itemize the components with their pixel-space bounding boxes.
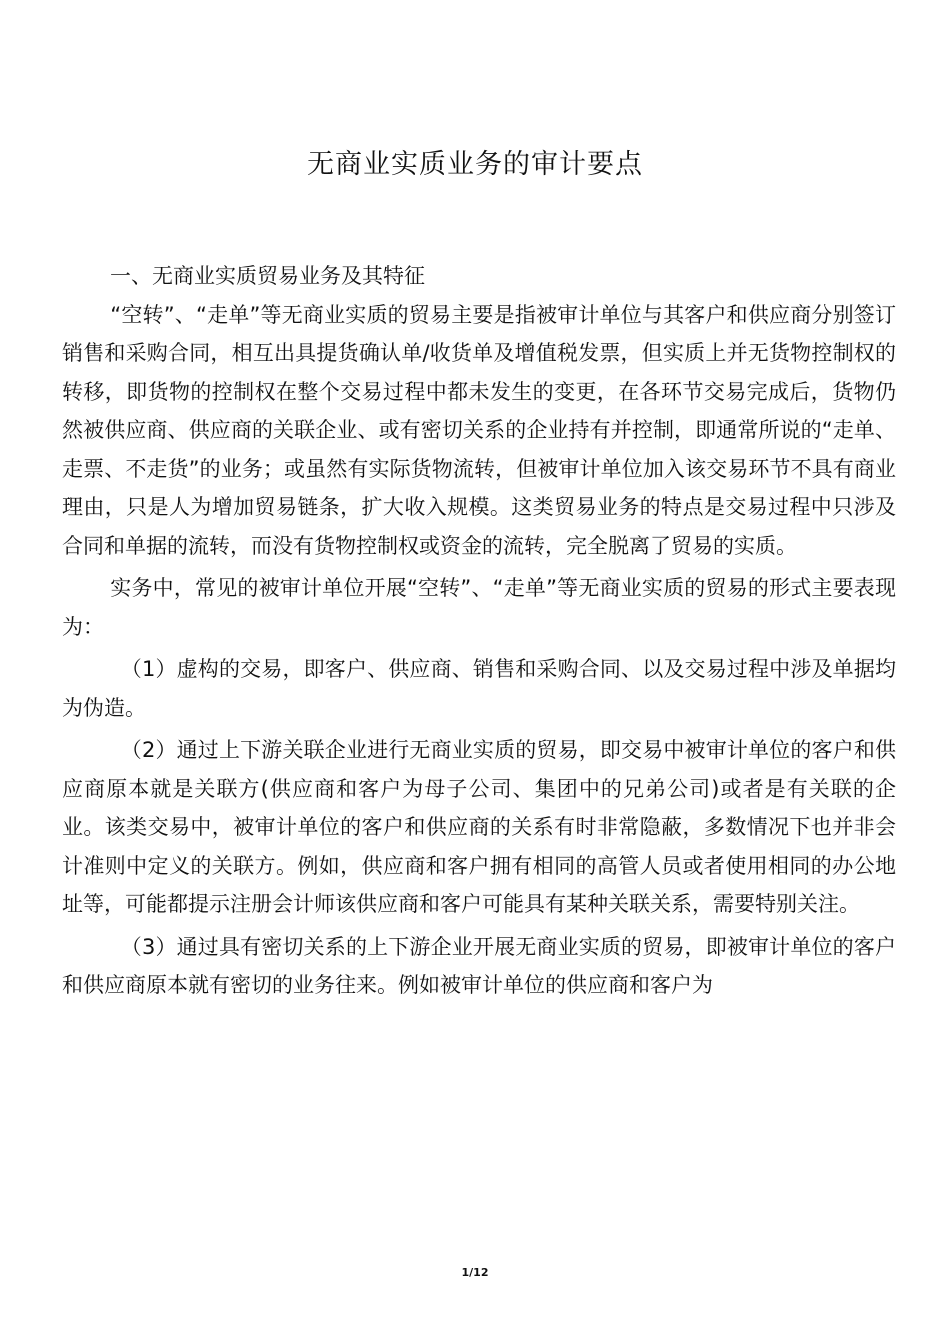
list-item: （3）通过具有密切关系的上下游企业开展无商业实质的贸易，即被审计单位的客户和供应商原本就有密切的业务往来。例如被审计单位的供应商和客户为	[62, 934, 896, 997]
document-title: 无商业实质业务的审计要点	[307, 149, 643, 180]
paragraph: 实务中，常见的被审计单位开展“空转”、“走单”等无商业实质的贸易的形式主要表现为：	[62, 576, 896, 639]
list-item: （1）虚构的交易，即客户、供应商、销售和采购合同、以及交易过程中涉及单据均为伪造。	[62, 657, 896, 720]
document-body	[62, 257, 896, 1005]
list-item: （2）通过上下游关联企业进行无商业实质的贸易，即交易中被审计单位的客户和供应商原本就是关联方(供应商和客户为母子公司、集团中的兄弟公司)或者是有关联的企业。该类交易中，被审计单位的客户和供应商的关系有时非常隐蔽，多数情况下也并非会计准则中定义的关联方。例如，供应商和客户拥有相同的高管人员或者使用相同的办公地址等，可能都提示注册会计师该供应商和客户可能具有某种关联关系，需要特别关注。	[62, 738, 896, 916]
paragraph: “空转”、“走单”等无商业实质的贸易主要是指被审计单位与其客户和供应商分别签订销售和采购合同，相互出具提货确认单/收货单及增值税发票，但实质上并无货物控制权的转移，即货物的控制权在整个交易过程中都未发生的变更，在各环节交易完成后，货物仍然被供应商、供应商的关联企业、或有密切关系的企业持有并控制，即通常所说的“走单、走票、不走货”的业务；或虽然有实际货物流转，但被审计单位加入该交易环节不具有商业理由，只是人为增加贸易链条，扩大收入规模。这类贸易业务的特点是交易过程中只涉及合同和单据的流转，而没有货物控制权或资金的流转，完全脱离了贸易的实质。	[62, 302, 896, 558]
section-heading: 一、无商业实质贸易业务及其特征	[110, 264, 425, 288]
page-number: 1/12	[461, 1266, 489, 1279]
